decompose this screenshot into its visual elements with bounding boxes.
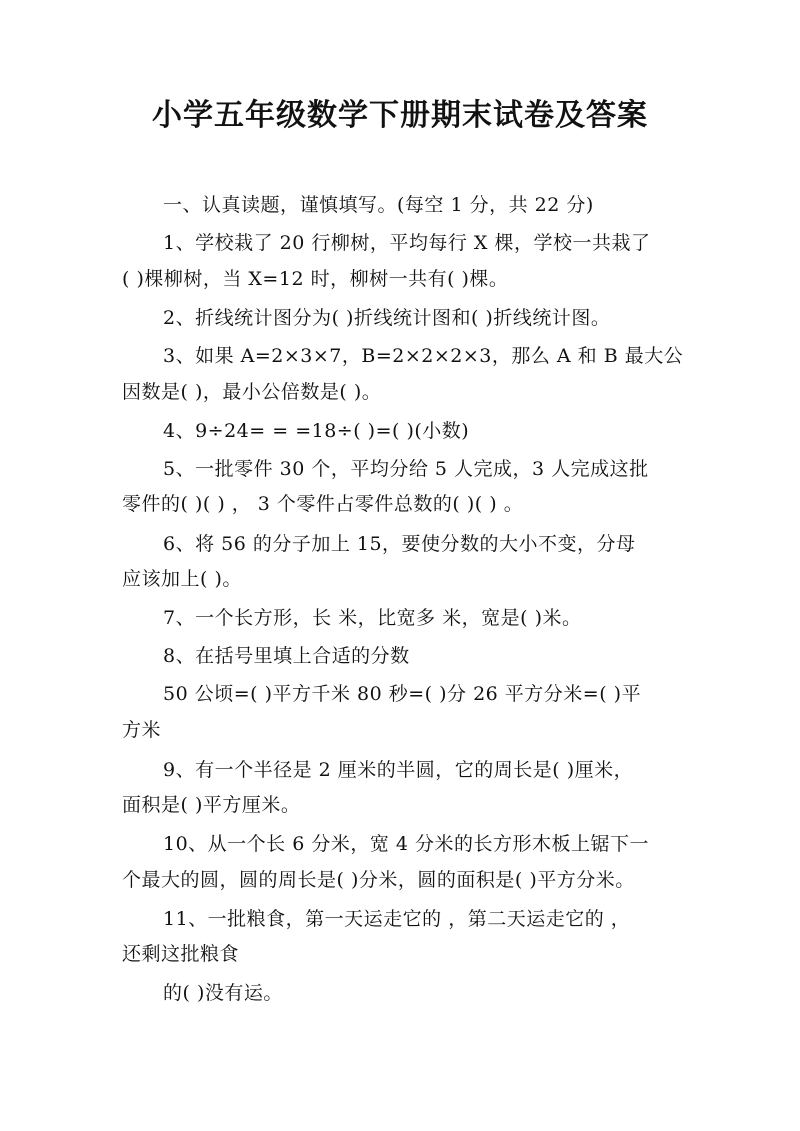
question-6-line-1: 6、将 56 的分子加上 15，要使分数的大小不变，分母 [163,533,636,555]
question-9-line-1: 9、有一个半径是 2 厘米的半圆，它的周长是( )厘米， [163,759,634,781]
page-title: 小学五年级数学下册期末试卷及答案 [152,98,648,133]
question-6-line-2: 应该加上( )。 [122,568,242,590]
question-11-line-3: 的( )没有运。 [163,982,283,1004]
question-8-line-2: 50 公顷=( )平方千米 80 秒=( )分 26 平方分米=( )平 [163,683,642,705]
question-5-line-2: 零件的( )( ) ， 3 个零件占零件总数的( )( ) 。 [122,493,524,515]
question-4-line-1: 4、9÷24= = =18÷( )=( )(小数) [163,420,470,442]
section-heading: 一、认真读题，谨慎填写。(每空 1 分，共 22 分) [163,194,594,216]
question-1-line-1: 1、学校栽了 20 行柳树，平均每行 X 棵，学校一共栽了 [163,232,651,254]
question-7-line-1: 7、一个长方形，长 米，比宽多 米，宽是( )米。 [163,607,582,629]
question-1-line-2: ( )棵柳树，当 X=12 时，柳树一共有( )棵。 [122,268,509,290]
question-10-line-1: 10、从一个长 6 分米，宽 4 分米的长方形木板上锯下一 [163,833,650,855]
question-9-line-2: 面积是( )平方厘米。 [122,794,301,816]
question-11-line-1: 11、一批粮食，第一天运走它的 ，第二天运走它的 ， [163,908,631,930]
question-10-line-2: 个最大的圆，圆的周长是( )分米，圆的面积是( )平方分米。 [122,869,635,891]
question-11-line-2: 还剩这批粮食 [122,943,240,965]
question-8-line-1: 8、在括号里填上合适的分数 [163,645,410,667]
question-3-line-1: 3、如果 A=2×3×7，B=2×2×2×3，那么 A 和 B 最大公 [163,345,684,367]
question-2-line-1: 2、折线统计图分为( )折线统计图和( )折线统计图。 [163,307,611,329]
question-8-line-3: 方米 [122,719,162,741]
question-5-line-1: 5、一批零件 30 个，平均分给 5 人完成，3 人完成这批 [163,458,649,480]
question-3-line-2: 因数是( )，最小公倍数是( )。 [122,381,382,403]
